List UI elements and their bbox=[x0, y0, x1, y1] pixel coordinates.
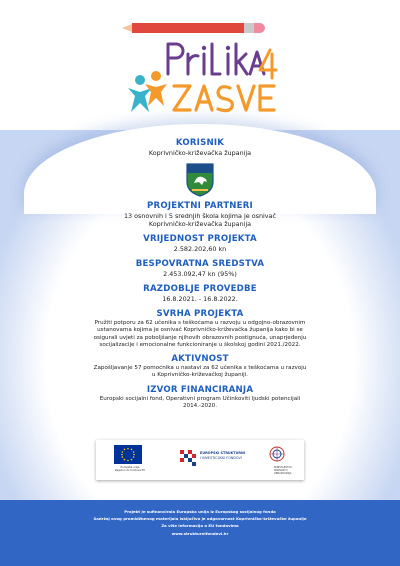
esi-line1: EUROPSKI STRUKTURNI bbox=[200, 451, 246, 455]
ministry-logo bbox=[264, 444, 294, 476]
korisnik-text: Koprivničko-križevačka županija bbox=[148, 149, 252, 157]
eu-flag-icon bbox=[114, 445, 142, 464]
sredstva-heading: BESPOVRATNA SREDSTVA bbox=[135, 259, 265, 269]
footer-bar bbox=[0, 500, 400, 566]
izvor-line2: 2014.-2020. bbox=[182, 403, 218, 410]
croatian-checkerboard-icon bbox=[178, 448, 198, 468]
aktivnost-line1: Zapošljavanje 57 pomoćnika u nastavi za 62 učenika s teškoćama u razvoju bbox=[93, 365, 307, 372]
vrijednost-heading: VRIJEDNOST PROJEKTA bbox=[143, 234, 257, 244]
coat-of-arms-icon bbox=[186, 163, 214, 197]
aktivnost-heading: AKTIVNOST bbox=[171, 354, 229, 365]
footer-line3: Za više informacija o EU fondovima bbox=[161, 523, 239, 529]
svrha-heading: SVRHA PROJEKTA bbox=[156, 309, 244, 319]
razdoblje-text: 16.8.2021. - 16.8.2022. bbox=[162, 295, 238, 303]
footer-line1: Projekt je sufinancirala Europska unija iz Europskog socijalnog fonda bbox=[124, 509, 276, 514]
sredstva-text: 2.453.092,47 kn (95%) bbox=[163, 270, 237, 278]
eu-caption: Europska unija Zajedno do fondova EU bbox=[114, 466, 146, 473]
partneri-heading: PROJEKTNI PARTNERI bbox=[147, 201, 253, 211]
ministry-caption: MINISTARSTVO ZNANOSTI I OBRAZOVANJA bbox=[274, 466, 292, 475]
svrha-line3: osigurali uvjeti za poboljšanje njihovih obrazovnih postignuća, unaprjeđenju bbox=[93, 334, 307, 341]
partneri-line1: 13 osnovnih i 5 srednjih škola kojima je osnivač bbox=[123, 212, 276, 220]
funding-logos-card bbox=[96, 440, 304, 480]
izvor-line1: Europski socijalni fond, Operativni program Učinkoviti ljudski potencijali bbox=[99, 395, 301, 402]
svrha-line4: socijalizacije i emocionalne funkcioniranje u školskoj godini 2021./2022. bbox=[99, 341, 301, 348]
footer-line2: Sadržaj ovog promidžbenog materijala isključivo je odgovornost Koprivničko-križevačke županije bbox=[93, 516, 307, 522]
footer-website-link[interactable]: www.strukturnifondovi.hr bbox=[171, 530, 229, 536]
partneri-line2: Koprivničko-križevačka županija bbox=[148, 220, 252, 228]
project-info bbox=[40, 138, 360, 410]
svrha-line1: Pružiti potporu za 62 učenika s teškoćama u razvoju u odgojno-obrazovnim bbox=[94, 320, 306, 326]
esi-funds-logo bbox=[178, 448, 262, 476]
ministry-emblem-icon bbox=[266, 444, 288, 466]
prilika-zasve-logo bbox=[118, 4, 288, 122]
esi-line2: I INVESTICIJSKI FONDOVI bbox=[200, 456, 242, 460]
aktivnost-line2: u Koprivničko-križevačkoj županiji. bbox=[151, 372, 249, 379]
razdoblje-heading: RAZDOBLJE PROVEDBE bbox=[143, 284, 257, 294]
vrijednost-text: 2.582.202,60 kn bbox=[173, 245, 227, 253]
svrha-line2: ustanovama kojima je osnivač Koprivničko-križevačka županija kako bi se bbox=[97, 327, 303, 334]
izvor-heading: IZVOR FINANCIRANJA bbox=[146, 384, 254, 395]
korisnik-heading: KORISNIK bbox=[175, 138, 225, 148]
